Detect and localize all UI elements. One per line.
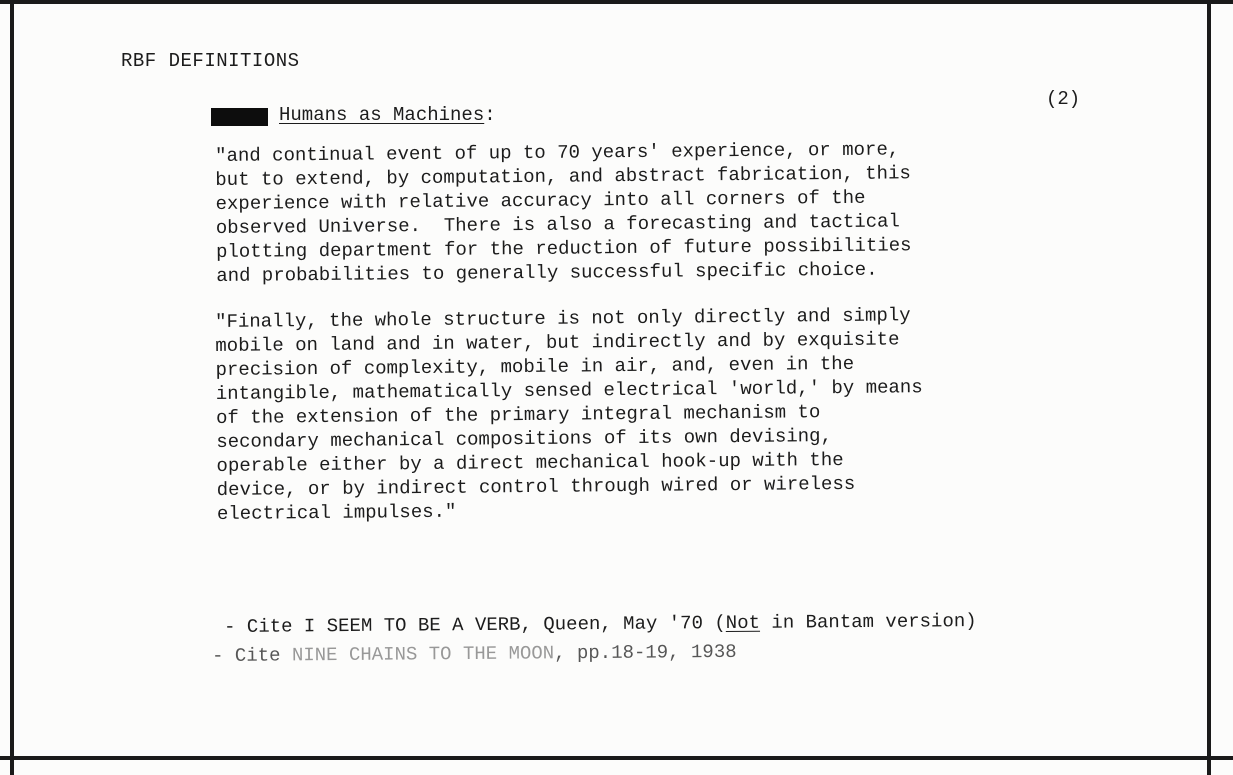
paragraph-line: observed Universe. There is also a forecasting and tactical [215, 210, 901, 239]
paragraph-line: device, or by indirect control through wired or wireless [216, 472, 856, 501]
paragraph-line: but to extend, by computation, and abstract fabrication, this [215, 162, 911, 191]
card-header-title: RBF DEFINITIONS [121, 50, 300, 72]
citation-2-suffix: , pp.18-19, 1938 [554, 640, 737, 665]
redaction-block [211, 108, 268, 126]
card-border-bottom [0, 756, 1233, 760]
paragraph-line: "Finally, the whole structure is not only directly and simply [215, 304, 911, 333]
paragraph-line: mobile on land and in water, but indirectly and by exquisite [215, 328, 900, 357]
citation-2-title: NINE CHAINS TO THE MOON [291, 642, 555, 667]
citation-1-not: Not [725, 611, 761, 635]
citation-1 [224, 610, 977, 638]
card-border-left [10, 0, 14, 775]
quote-paragraph-1 [215, 137, 912, 288]
paragraph-line: of the extension of the primary integral mechanism to [215, 401, 821, 429]
paragraph-line: experience with relative accuracy into all corners of the [215, 186, 866, 215]
paragraph-line: operable either by a direct mechanical hook-up with the [216, 448, 844, 477]
paragraph-line: intangible, mathematically sensed electrical 'world,' by means [215, 376, 923, 405]
paragraph-line: plotting department for the reduction of future possibilities [215, 234, 912, 263]
paragraph-line: and probabilities to generally successful specific choice. [216, 258, 878, 287]
paragraph-line: precision of complexity, mobile in air, and, even in the [215, 352, 855, 381]
card-border-right [1207, 0, 1211, 775]
section-heading [279, 104, 496, 126]
paragraph-line: "and continual event of up to 70 years' experience, or more, [215, 138, 900, 167]
page-number: (2) [1046, 88, 1081, 110]
citation-2 [212, 641, 737, 667]
citation-1-suffix: in Bantam version) [759, 610, 977, 634]
citation-1-prefix: - Cite I SEEM TO BE A VERB, Queen, May '70 ( [224, 612, 726, 638]
section-heading-colon: : [484, 104, 496, 126]
card-border-top [0, 0, 1233, 4]
paragraph-line: electrical impulses." [216, 500, 457, 525]
paragraph-line: secondary mechanical compositions of its own devising, [216, 425, 833, 453]
section-heading-title: Humans as Machines [279, 104, 485, 126]
citation-2-prefix: - Cite [212, 644, 292, 667]
quote-paragraph-2 [215, 303, 924, 526]
